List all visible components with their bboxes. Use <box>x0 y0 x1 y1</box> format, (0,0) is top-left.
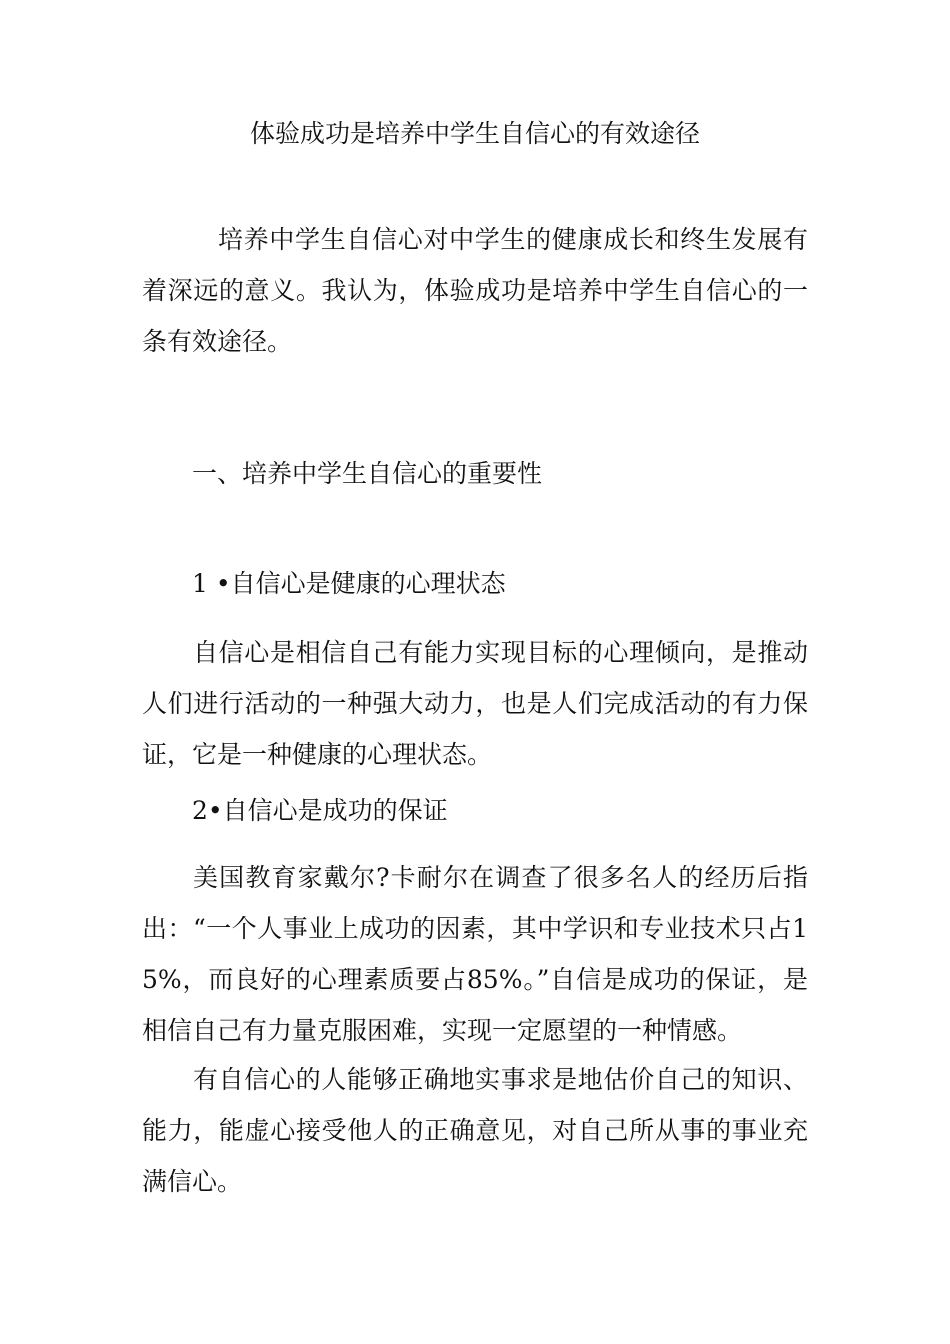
subsection-2-paragraph-2: 有自信心的人能够正确地实事求是地估价自己的知识、能力，能虚心接受他人的正确意见，对自己所从事的事业充满信心。 <box>142 1065 808 1196</box>
subsection-2-paragraph-1: 美国教育家戴尔?卡耐尔在调查了很多名人的经历后指出：“一个人事业上成功的因素，其中学识和专业技术只占15%，而良好的心理素质要占85%。”自信是成功的保证，是相信自己有力量克服困难，实现一定愿望的一种情感。 <box>142 863 808 1045</box>
section-heading: 一、培养中学生自信心的重要性 <box>192 459 543 488</box>
intro-paragraph: 培养中学生自信心对中学生的健康成长和终生发展有着深远的意义。我认为，体验成功是培养中学生自信心的一条有效途径。 <box>142 225 808 356</box>
document-title: 体验成功是培养中学生自信心的有效途径 <box>249 119 700 148</box>
subsection-heading-2: 2•自信心是成功的保证 <box>192 796 448 825</box>
subsection-1-paragraph: 自信心是相信自己有能力实现目标的心理倾向，是推动人们进行活动的一种强大动力，也是人们完成活动的有力保证，它是一种健康的心理状态。 <box>142 638 808 769</box>
subsection-heading-1: 1 •自信心是健康的心理状态 <box>192 569 506 598</box>
